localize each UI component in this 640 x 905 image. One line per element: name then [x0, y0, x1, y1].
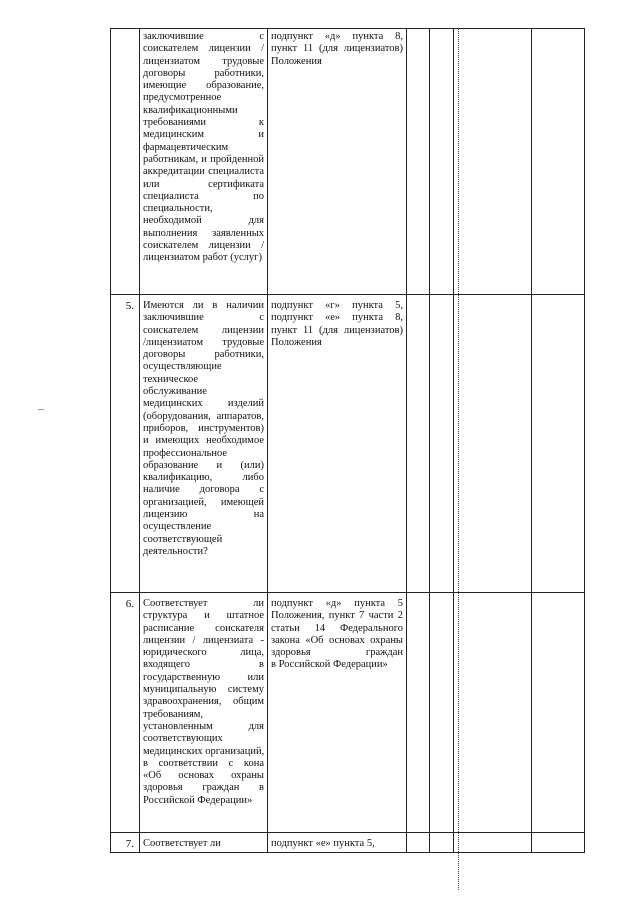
- legal-basis-cell: [268, 295, 407, 593]
- question-line: образование и (или): [143, 459, 264, 471]
- question-line: установленным для: [143, 720, 264, 732]
- question-line: и имеющих необходимое: [143, 435, 264, 447]
- question-line: или сертификата: [143, 178, 264, 190]
- question-line: предусмотренное: [143, 92, 222, 104]
- question-line: медицинских изделий: [143, 398, 264, 410]
- question-line: договоры работники,: [143, 67, 264, 79]
- table-row: [111, 29, 585, 295]
- row-number: 5.: [111, 295, 140, 593]
- answer-yes-cell: [407, 295, 430, 593]
- question-cell: [140, 593, 268, 833]
- question-line: техническое: [143, 373, 199, 385]
- question-line: Соответствует ли: [143, 598, 264, 609]
- question-line: специалиста по: [143, 190, 264, 202]
- basis-line: Положения: [271, 55, 322, 67]
- legal-basis-cell: [268, 593, 407, 833]
- answer-no-cell: [430, 593, 454, 833]
- question-line: соответствующих: [143, 733, 223, 745]
- answer-yes-cell: [407, 29, 430, 295]
- question-line: государственную или: [143, 671, 264, 683]
- basis-line: подпункт «д» пункта 8,: [271, 31, 403, 42]
- question-line: соискателем лицензии /: [143, 240, 264, 252]
- answer-na-cell: [454, 593, 532, 833]
- question-line: лицензии / лицензиата -: [143, 634, 264, 646]
- basis-line: в Российской Федерации»: [271, 659, 388, 671]
- basis-line: подпункт «г» пункта 5,: [271, 300, 403, 311]
- question-line: лицензию на: [143, 509, 264, 521]
- question-line: требованиям,: [143, 708, 204, 720]
- question-line: «Об основах охраны: [143, 770, 264, 782]
- question-line: заключившие с: [143, 312, 264, 324]
- table-body: [111, 29, 585, 853]
- note-cell: [532, 29, 585, 295]
- table-row: [111, 295, 585, 593]
- question-line: договоры работники,: [143, 349, 264, 361]
- table-row: [111, 833, 585, 853]
- note-cell: [532, 833, 585, 853]
- question-line: осуществляющие: [143, 361, 222, 373]
- question-line: здравоохранения, общим: [143, 696, 264, 708]
- answer-na-cell: [454, 833, 532, 853]
- basis-line: Положения, пункт 7 части 2: [271, 610, 403, 622]
- question-line: аккредитации специалиста: [143, 166, 264, 178]
- question-line: квалификацию, либо: [143, 472, 264, 484]
- question-cell: [140, 295, 268, 593]
- question-line: муниципальную систему: [143, 684, 264, 696]
- note-cell: [532, 593, 585, 833]
- question-line: осуществление: [143, 521, 212, 533]
- question-line: деятельности?: [143, 545, 208, 557]
- scan-speck: [38, 409, 44, 410]
- question-line: структура и штатное: [143, 610, 264, 622]
- question-line: фармацевтическим: [143, 141, 229, 153]
- basis-line: закона «Об основах охраны: [271, 634, 403, 646]
- basis-line: здоровья граждан: [271, 647, 403, 659]
- question-line: в соответствии с кона: [143, 757, 264, 769]
- basis-line: статьи 14 Федерального: [271, 622, 403, 634]
- question-line: требованиями к: [143, 117, 264, 129]
- answer-no-cell: [430, 295, 454, 593]
- basis-line: подпункт «е» пункта 5,: [271, 838, 375, 849]
- row-number: [111, 29, 140, 295]
- question-line: расписание соискателя: [143, 622, 264, 634]
- table-row: [111, 593, 585, 833]
- answer-na-cell: [454, 29, 532, 295]
- question-line: заключившие с: [143, 31, 264, 42]
- note-cell: [532, 295, 585, 593]
- answer-yes-cell: [407, 833, 430, 853]
- question-line: соискателем лицензии: [143, 324, 264, 336]
- question-line: медицинских организаций,: [143, 745, 265, 757]
- basis-line: подпункт «е» пункта 8,: [271, 312, 403, 324]
- question-line: необходимой для: [143, 215, 264, 227]
- question-line: выполнения заявленных: [143, 227, 264, 239]
- question-cell: [140, 29, 268, 295]
- question-line: приборов, инструментов): [143, 422, 264, 434]
- question-line: входящего в: [143, 659, 264, 671]
- legal-basis-cell: [268, 29, 407, 295]
- answer-no-cell: [430, 833, 454, 853]
- question-line: Соответствует ли: [143, 838, 221, 849]
- question-line: квалификационными: [143, 104, 238, 116]
- question-line: профессиональное: [143, 447, 228, 459]
- answer-no-cell: [430, 29, 454, 295]
- question-line: Российской Федерации»: [143, 794, 253, 806]
- question-line: имеющие образование,: [143, 80, 264, 92]
- row-number: 7.: [111, 833, 140, 853]
- question-line: Имеются ли в наличии: [143, 300, 264, 311]
- dotted-column-line: [458, 28, 459, 890]
- question-line: соискателем лицензии /: [143, 43, 264, 55]
- question-line: специальности,: [143, 203, 213, 215]
- row-number: 6.: [111, 593, 140, 833]
- requirements-table: [110, 28, 585, 853]
- basis-line: пункт 11 (для лицензиатов): [271, 43, 403, 55]
- answer-na-cell: [454, 295, 532, 593]
- question-line: /лицензиатом трудовые: [143, 336, 264, 348]
- question-line: (оборудования, аппаратов,: [143, 410, 264, 422]
- answer-yes-cell: [407, 593, 430, 833]
- basis-line: Положения: [271, 336, 322, 348]
- question-line: организацией, имеющей: [143, 496, 264, 508]
- question-line: работникам, и пройденной: [143, 153, 264, 165]
- legal-basis-cell: [268, 833, 407, 853]
- question-line: лицензиатом работ (услуг): [143, 252, 262, 264]
- question-line: юридического лица,: [143, 647, 264, 659]
- question-line: наличие договора с: [143, 484, 264, 496]
- question-line: обслуживание: [143, 386, 207, 398]
- question-line: лицензиатом трудовые: [143, 55, 264, 67]
- basis-line: пункт 11 (для лицензиатов): [271, 324, 403, 336]
- question-line: медицинским и: [143, 129, 264, 141]
- question-cell: [140, 833, 268, 853]
- question-line: здоровья граждан в: [143, 782, 264, 794]
- question-line: соответствующей: [143, 533, 223, 545]
- basis-line: подпункт «д» пункта 5: [271, 598, 403, 609]
